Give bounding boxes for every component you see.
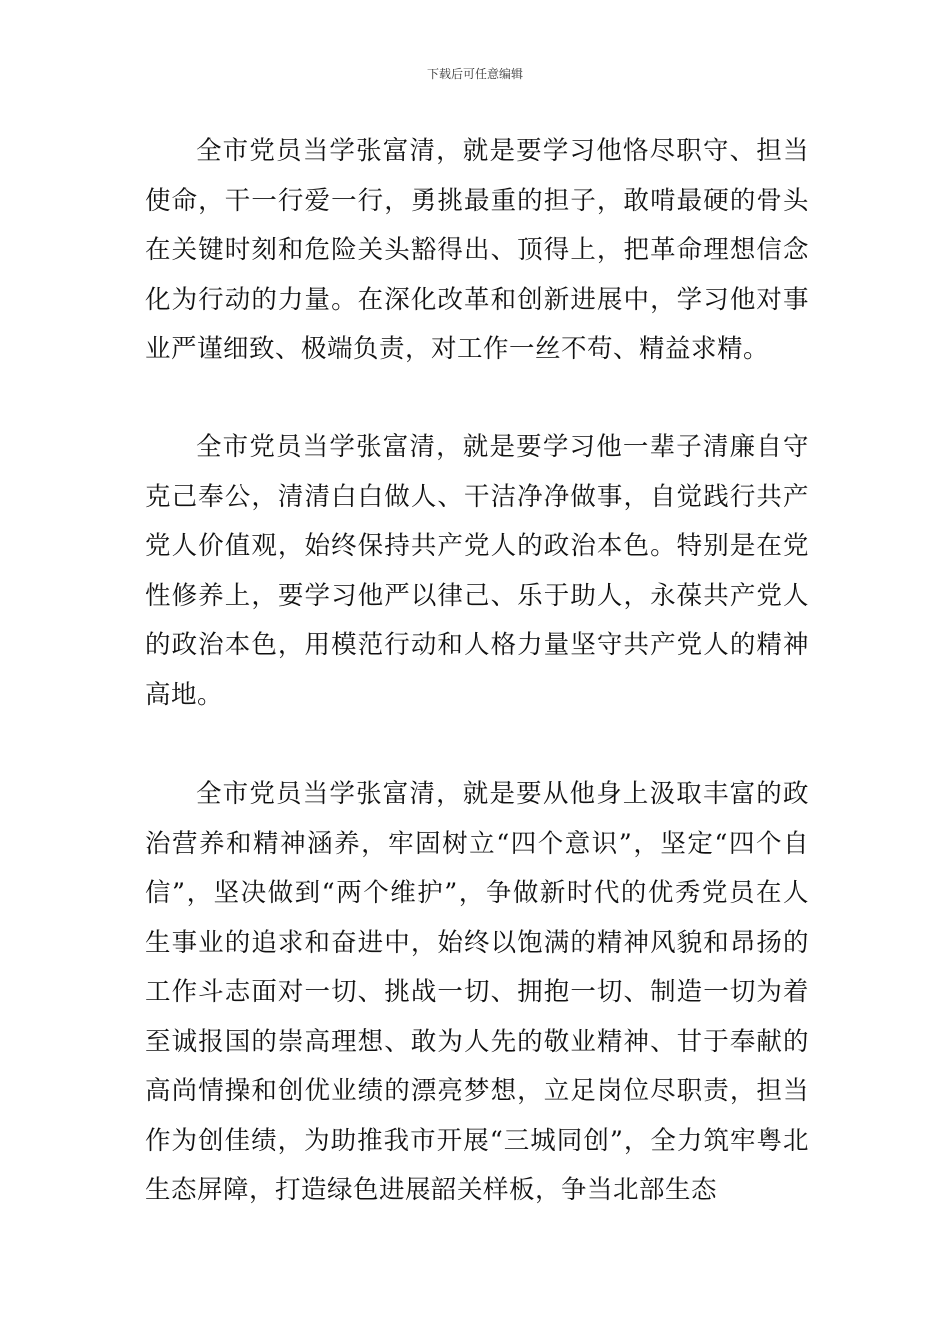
paragraph-2: 全市党员当学张富清，就是要学习他一辈子清廉自守克己奉公，清清白白做人、干洁净净做事，自觉践行共产党人价值观，始终保持共产党人的政治本色。特别是在党性修养上，要学习他严以律己、乐于助人，永葆共产党人的政治本色，用模范行动和人格力量坚守共产党人的精神高地。 xyxy=(145,432,809,710)
paragraph-3: 全市党员当学张富清，就是要从他身上汲取丰富的政治营养和精神涵养，牢固树立“四个意识”，坚定“四个自信”，坚决做到“两个维护”，争做新时代的优秀党员在人生事业的追求和奋进中，始终以饱满的精神风貌和昂扬的工作斗志面对一切、挑战一切、拥抱一切、制造一切为着至诚报国的崇高理想、敢为人先的敬业精神、甘于奉献的高尚情操和创优业绩的漂亮梦想，立足岗位尽职责，担当作为创佳绩，为助推我市开展“三城同创”，全力筑牢粤北生态屏障，打造绿色进展韶关样板，争当北部生态 xyxy=(145,779,809,1205)
paragraph-1: 全市党员当学张富清，就是要学习他恪尽职守、担当使命，干一行爱一行，勇挑最重的担子，敢啃最硬的骨头在关键时刻和危险关头豁得出、顶得上，把革命理想信念化为行动的力量。在深化改革和创新进展中，学习他对事业严谨细致、极端负责，对工作一丝不苟、精益求精。 xyxy=(145,136,809,364)
download-note: 下载后可任意编辑 xyxy=(426,67,523,81)
